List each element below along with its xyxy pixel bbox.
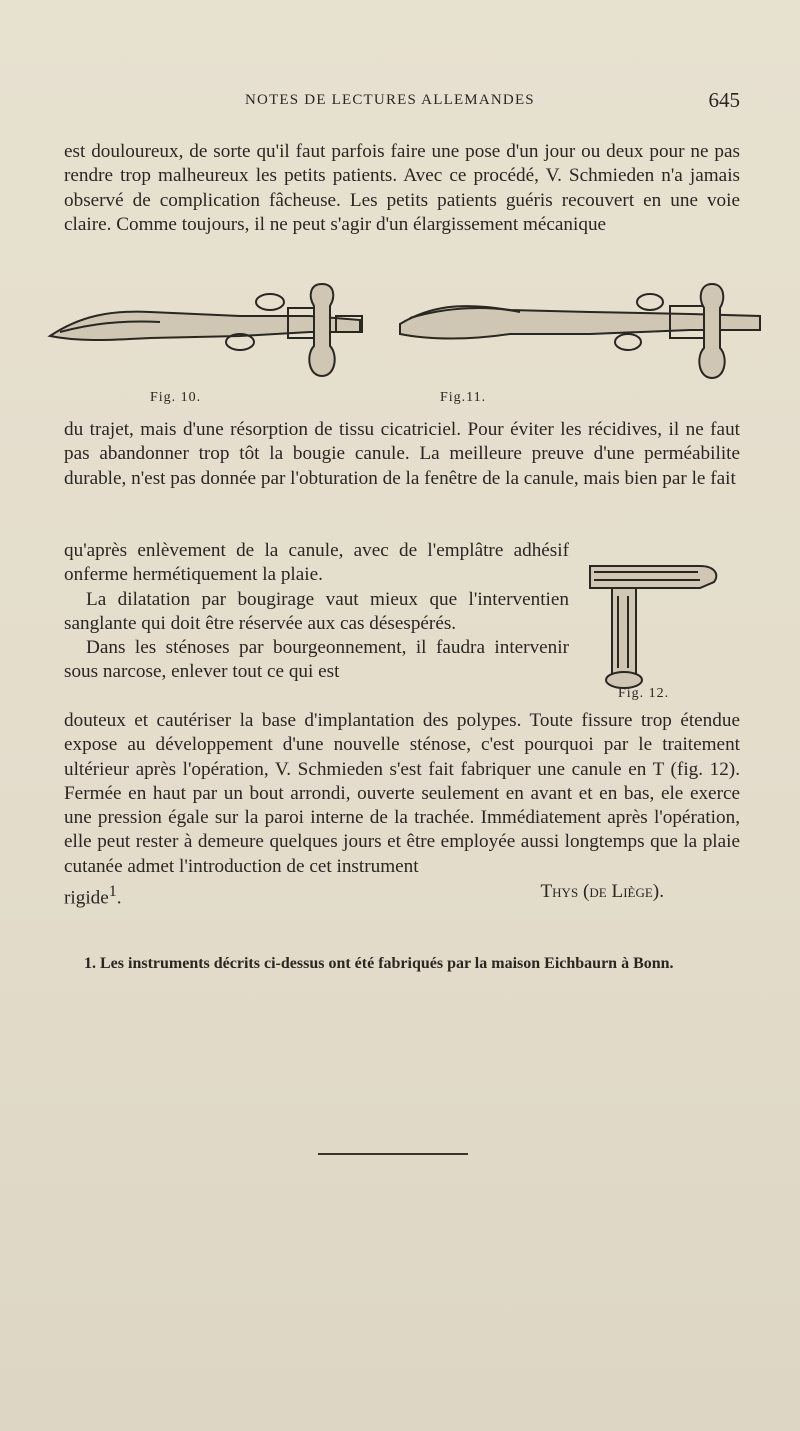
paragraph-2: du trajet, mais d'une résorption de tissu cicatriciel. Pour éviter les récidives, il ne faut pas abandonner trop tôt la bougie canule. La meilleure preuve d'une perméabilite durable, n'est pas donnée par l'obturation de la fenêtre de la canule, mais bien par le fait xyxy=(64,419,740,489)
paragraph-4: Dans les sténoses par bourgeonnement, il faudra intervenir sous narcose, enlever tout ce qui est xyxy=(64,637,569,683)
page-header xyxy=(64,88,740,118)
footnote: 1. Les instruments décrits ci-dessus ont été fabriqués par la maison Eichbaurn à Bonn. xyxy=(84,955,674,972)
wrapped-text-block xyxy=(64,539,569,685)
paragraph-1: est douloureux, de sorte qu'il faut parfois faire une pose d'un jour ou deux pour ne pas rendre trop malheureux les petits patients. Avec ce procédé, V. Schmieden n'a jamais observé de complication fâcheuse. Les petits patients guéris recouvert en une voie claire. Comme toujours, il ne peut s'agir d'un élargissement mécanique xyxy=(64,141,740,235)
fig11-caption: Fig.11. xyxy=(440,390,487,405)
fig12-caption: Fig. 12. xyxy=(618,686,670,701)
page-number: 645 xyxy=(708,88,740,112)
footnote-reference: 1 xyxy=(108,883,117,900)
closing-line: rigide$^1$. Thys (de Liège). xyxy=(64,881,664,909)
paragraph-4-continued: douteux et cautériser la base d'implantation des polypes. Toute fissure trop étendue expose au développement d'une nouvelle sténose, c'est pourquoi par le traitement ultérieur après l'opération, V. Schmieden s'est fait fabriquer une canule en T (fig. 12). Fermée en haut par un bout arrondi, ouverte seulement en avant et en bas, ele exerce une pression égale sur la paroi interne de la trachée. Immédiatement après l'opération, elle peut rester à demeure quelques jours et être employée aussi longtemps que la plaie cutanée admet l'introduction de cet instrument xyxy=(64,710,740,877)
running-title: NOTES DE LECTURES ALLEMANDES xyxy=(245,92,535,108)
fig10-instrument-illustration xyxy=(40,276,400,386)
fig11-instrument-illustration xyxy=(390,276,770,386)
figures-10-11 xyxy=(40,276,770,416)
end-rule xyxy=(318,1153,468,1155)
author-signature: Thys (de Liège). xyxy=(540,881,664,902)
fig10-caption: Fig. 10. xyxy=(150,390,202,405)
paragraph-3: La dilatation par bougirage vaut mieux que l'interventien sanglante qui doit être réservée aux cas désespérés. xyxy=(64,588,569,634)
paragraph-2-continued: qu'après enlèvement de la canule, avec de l'emplâtre adhésif onferme hermétiquement la plaie. xyxy=(64,540,569,586)
last-word: rigide xyxy=(64,887,109,909)
